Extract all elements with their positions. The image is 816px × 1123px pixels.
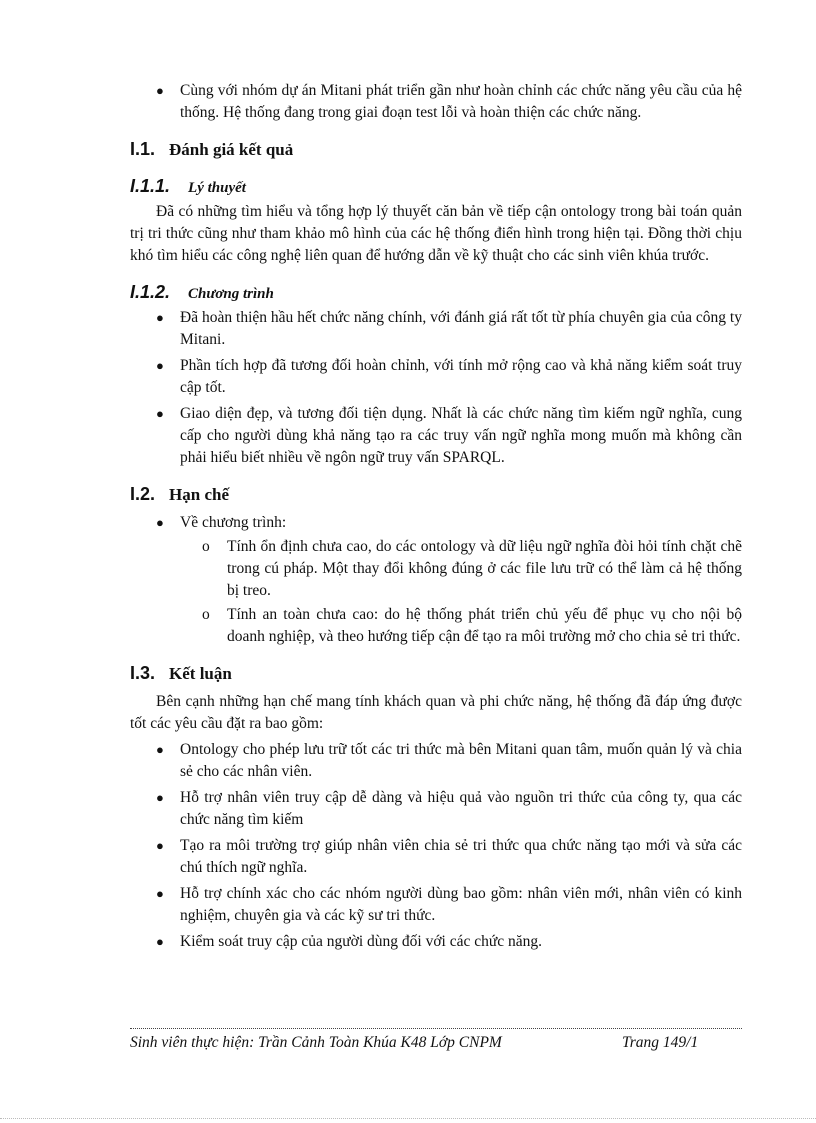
list-item: ● Cùng với nhóm dự án Mitani phát triển gần như hoàn chỉnh các chức năng yêu cầu của hệ thống. Hệ thống đang trong giai đoạn test lỗi và hoàn thiện các chức năng. bbox=[156, 82, 742, 121]
limitations-sub-list bbox=[180, 536, 742, 648]
section-heading-evaluation: I.1. Đánh giá kết quả bbox=[130, 139, 294, 159]
limitations-bullet-list bbox=[130, 512, 742, 648]
section-heading-limitations: I.2. Hạn chế bbox=[130, 484, 229, 504]
sub-list-item: o Tính an toàn chưa cao: do hệ thống phát triển chủ yếu để phục vụ cho nội bộ doanh nghiệp, và theo hướng tiếp cận để tạo ra môi trường mở cho chia sẻ tri thức. bbox=[202, 606, 742, 645]
list-item: ● Tạo ra môi trường trợ giúp nhân viên chia sẻ tri thức qua chức năng tạo mới và sửa các chú thích ngữ nghĩa. bbox=[156, 837, 742, 876]
page-footer bbox=[130, 1034, 742, 1052]
subsection-heading-program: I.1.2. Chương trình bbox=[130, 282, 274, 302]
circle-bullet-icon: o bbox=[202, 538, 210, 555]
subsection-heading-theory: I.1.1. Lý thuyết bbox=[130, 176, 246, 196]
bullet-icon: ● bbox=[156, 886, 164, 901]
intro-bullet-list bbox=[130, 80, 742, 124]
footer-author: Sinh viên thực hiện: Trần Cảnh Toàn Khúa K48 Lớp CNPM bbox=[130, 1034, 502, 1051]
theory-paragraph: Đã có những tìm hiểu và tổng hợp lý thuyết căn bản về tiếp cận ontology trong bài toán quản trị tri thức cũng như tham khảo mô hình của các hệ thống điển hình trong hiện tại. Đồng thời chịu khó tìm hiểu các công nghệ liên quan để hướng dẫn về kỹ thuật cho các sinh viên khúa trước. bbox=[130, 203, 742, 264]
list-item: ● Phần tích hợp đã tương đối hoàn chỉnh, với tính mở rộng cao và khả năng kiểm soát truy cập tốt. bbox=[156, 357, 742, 396]
sub-list-item: o Tính ổn định chưa cao, do các ontology và dữ liệu ngữ nghĩa đòi hỏi tính chặt chẽ trong cú pháp. Một thay đổi không đúng ở các file lưu trữ có thể làm cả hệ thống bị treo. bbox=[202, 538, 742, 599]
bullet-icon: ● bbox=[156, 790, 164, 805]
list-item: ● Đã hoàn thiện hầu hết chức năng chính, với đánh giá rất tốt từ phía chuyên gia của công ty Mitani. bbox=[156, 309, 742, 348]
bullet-icon: ● bbox=[156, 934, 164, 949]
footer-page-number: Trang 149/1 bbox=[622, 1034, 699, 1051]
page-bottom-divider bbox=[0, 1118, 816, 1119]
bullet-icon: ● bbox=[156, 838, 164, 853]
list-item: ● Về chương trình: o Tính ổn định chưa cao, do các ontology và dữ liệu ngữ nghĩa đòi hỏi tính chặt chẽ trong cú pháp. Một thay đổi không đúng ở các file lưu trữ có thể làm cả hệ thống bị treo. o Tính an toàn chưa cao: do hệ thống phát triển chủ yếu để phục vụ cho nội bộ doanh nghiệp, và theo hướng tiếp cận để tạo ra môi trường mở cho chia sẻ tri thức. bbox=[130, 512, 742, 648]
list-item: ● Hỗ trợ nhân viên truy cập dễ dàng và hiệu quả vào nguồn tri thức của công ty, qua các chức năng tìm kiếm bbox=[156, 789, 742, 828]
list-item: ● Kiểm soát truy cập của người dùng đối với các chức năng. bbox=[130, 931, 742, 953]
bullet-icon: ● bbox=[156, 742, 164, 757]
conclusion-paragraph: Bên cạnh những hạn chế mang tính khách quan và phi chức năng, hệ thống đã đáp ứng được tốt các yêu cầu đặt ra bao gồm: bbox=[130, 693, 742, 732]
bullet-icon: ● bbox=[156, 358, 164, 373]
bullet-icon: ● bbox=[156, 83, 164, 98]
footer-divider bbox=[130, 1028, 742, 1029]
bullet-icon: ● bbox=[156, 310, 164, 325]
document-page bbox=[130, 80, 742, 957]
section-heading-conclusion: I.3. Kết luận bbox=[130, 663, 232, 683]
circle-bullet-icon: o bbox=[202, 606, 210, 623]
bullet-icon: ● bbox=[156, 515, 164, 530]
list-item: ● Hỗ trợ chính xác cho các nhóm người dùng bao gồm: nhân viên mới, nhân viên có kinh nghiệm, chuyên gia và các kỹ sư tri thức. bbox=[156, 885, 742, 924]
list-item: ● Ontology cho phép lưu trữ tốt các tri thức mà bên Mitani quan tâm, muốn quản lý và chia sẻ cho các nhân viên. bbox=[156, 741, 742, 780]
bullet-icon: ● bbox=[156, 406, 164, 421]
program-bullet-list bbox=[130, 307, 742, 469]
list-item: ● Giao diện đẹp, và tương đối tiện dụng. Nhất là các chức năng tìm kiếm ngữ nghĩa, cung cấp cho người dùng khả năng tạo ra các truy vấn ngữ nghĩa mong muốn mà không cần phải hiểu biết nhiều về ngôn ngữ truy vấn SPARQL. bbox=[156, 405, 742, 466]
conclusion-bullet-list bbox=[130, 739, 742, 953]
